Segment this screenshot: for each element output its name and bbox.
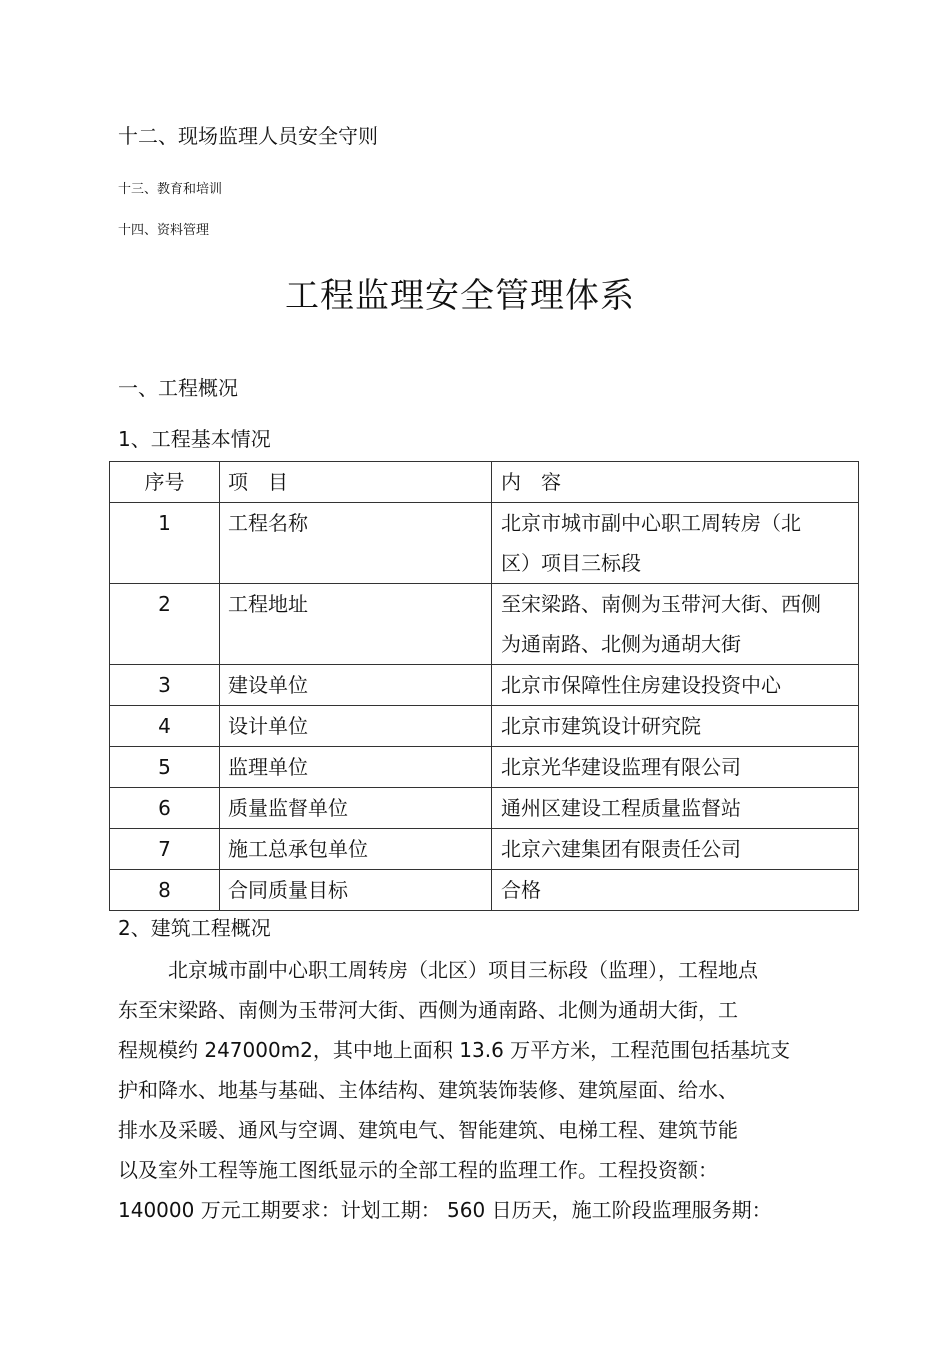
row-item: 设计单位 <box>220 706 492 747</box>
row-content: 北京市城市副中心职工周转房（北区）项目三标段 <box>492 503 859 584</box>
row-item: 质量监督单位 <box>220 788 492 829</box>
section-heading-overview: 一、工程概况 <box>118 376 238 400</box>
table-row <box>110 870 859 911</box>
row-no: 3 <box>110 665 220 706</box>
row-no: 4 <box>110 706 220 747</box>
row-no: 1 <box>110 503 220 584</box>
subsection-heading-basic-info: 1、工程基本情况 <box>118 427 271 451</box>
toc-item-13: 十三、教育和培训 <box>118 182 223 197</box>
row-item: 监理单位 <box>220 747 492 788</box>
row-content: 北京市建筑设计研究院 <box>492 706 859 747</box>
table-row <box>110 706 859 747</box>
subsection-heading-building-overview: 2、建筑工程概况 <box>118 916 271 940</box>
paragraph-line: 北京城市副中心职工周转房（北区）项目三标段（监理），工程地点 <box>168 958 758 982</box>
paragraph-line: 程规模约 247000m2，其中地上面积 13.6 万平方米，工程范围包括基坑支 <box>118 1038 791 1062</box>
row-content: 北京市保障性住房建设投资中心 <box>492 665 859 706</box>
row-item: 工程地址 <box>220 584 492 665</box>
row-no: 8 <box>110 870 220 911</box>
row-item: 建设单位 <box>220 665 492 706</box>
header-item: 项 目 <box>220 462 492 503</box>
table-row <box>110 747 859 788</box>
row-item: 合同质量目标 <box>220 870 492 911</box>
row-no: 5 <box>110 747 220 788</box>
table-header-row <box>110 462 859 503</box>
row-item: 工程名称 <box>220 503 492 584</box>
row-content: 通州区建设工程质量监督站 <box>492 788 859 829</box>
row-no: 7 <box>110 829 220 870</box>
header-no: 序号 <box>110 462 220 503</box>
paragraph-line: 东至宋梁路、南侧为玉带河大街、西侧为通南路、北侧为通胡大街，工 <box>118 998 738 1022</box>
table-row <box>110 788 859 829</box>
toc-item-14: 十四、资料管理 <box>118 223 210 238</box>
row-content: 至宋梁路、南侧为玉带河大街、西侧为通南路、北侧为通胡大街 <box>492 584 859 665</box>
table-row <box>110 829 859 870</box>
row-item: 施工总承包单位 <box>220 829 492 870</box>
row-no: 6 <box>110 788 220 829</box>
overview-paragraph <box>118 950 818 1230</box>
paragraph-line: 护和降水、地基与基础、主体结构、建筑装饰装修、建筑屋面、给水、 <box>118 1078 738 1102</box>
project-info-table <box>109 461 859 911</box>
document-title: 工程监理安全管理体系 <box>285 276 635 316</box>
table-row <box>110 584 859 665</box>
paragraph-line: 140000 万元工期要求：计划工期： 560 日历天，施工阶段监理服务期： <box>118 1198 772 1222</box>
row-content: 北京光华建设监理有限公司 <box>492 747 859 788</box>
row-no: 2 <box>110 584 220 665</box>
header-content: 内 容 <box>492 462 859 503</box>
row-content: 北京六建集团有限责任公司 <box>492 829 859 870</box>
table-row <box>110 665 859 706</box>
row-content: 合格 <box>492 870 859 911</box>
paragraph-line: 以及室外工程等施工图纸显示的全部工程的监理工作。工程投资额： <box>118 1158 718 1182</box>
paragraph-line: 排水及采暖、通风与空调、建筑电气、智能建筑、电梯工程、建筑节能 <box>118 1118 738 1142</box>
table-row <box>110 503 859 584</box>
toc-item-12: 十二、现场监理人员安全守则 <box>118 124 378 148</box>
